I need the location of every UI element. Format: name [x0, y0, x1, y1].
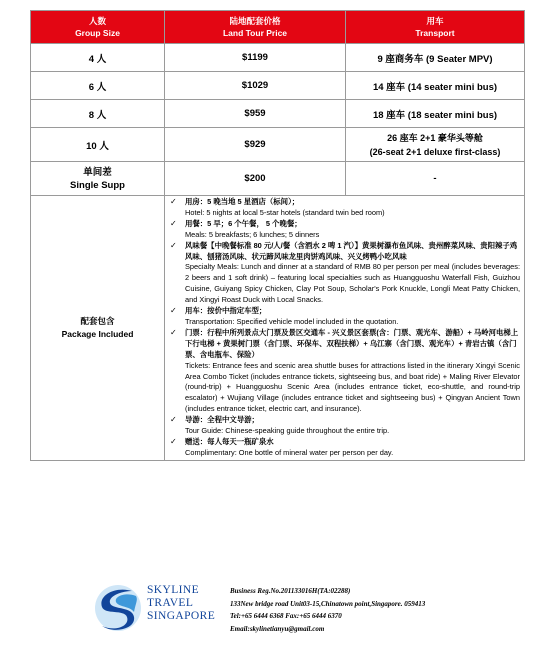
- table-row: [31, 100, 525, 128]
- price-table: [30, 10, 525, 461]
- item-en: Hotel: 5 nights at local 5-star hotels (standard twin bed room): [185, 207, 385, 217]
- package-details: [165, 196, 525, 461]
- skyline-logo-icon: [92, 582, 144, 634]
- item-cn: 用房：5 晚当地 5 星酒店（标间）；: [185, 197, 300, 206]
- header-price-cn: 陆地配套价格: [229, 16, 281, 26]
- business-phone: Tel:+65 6444 6368 Fax:+65 6444 6370: [230, 612, 342, 620]
- group-size-cell: 10 人: [31, 128, 165, 162]
- group-size-cell: 6 人: [31, 72, 165, 100]
- logo-line-3: SINGAPORE: [147, 610, 216, 622]
- package-item-meals: [167, 219, 520, 241]
- transport-cell: 9 座商务车 (9 Seater MPV): [346, 44, 525, 72]
- single-supp-row: [31, 162, 525, 196]
- table-header-row: [31, 11, 525, 44]
- check-icon: ✓: [170, 327, 177, 337]
- header-land-tour-price: [165, 11, 346, 44]
- price-cell: $1199: [165, 44, 346, 72]
- check-icon: ✓: [170, 306, 177, 316]
- header-group-size: [31, 11, 165, 44]
- single-supp-en: Single Supp: [70, 179, 125, 191]
- business-email: Email:skylinetianyu@gmail.com: [230, 624, 325, 633]
- item-cn: 导游：全程中文导游；: [185, 415, 259, 425]
- business-reg: Business Reg.No.201133016H(TA:02288): [230, 587, 351, 595]
- package-item-complimentary: [167, 437, 520, 459]
- company-logo-text: [147, 584, 215, 623]
- business-address: 133New bridge road Unit03-15,Chinatown point,Singapore. 059413: [230, 599, 426, 608]
- package-label-cn: 配套包含: [80, 315, 115, 326]
- header-transport: [346, 11, 525, 44]
- item-en: Tour Guide: Chinese-speaking guide throughout the entire trip.: [185, 426, 390, 436]
- transport-cell: [346, 128, 525, 162]
- logo-line-2: TRAVEL: [147, 597, 194, 609]
- footer: [0, 576, 553, 646]
- item-en: Complimentary: One bottle of mineral water per person per day.: [185, 447, 394, 457]
- header-group-en: Group Size: [75, 28, 120, 38]
- item-cn: 门票：行程中所列景点大门票及景区交通车 - 兴义景区套票(含：门票、观光车、游船）+ 马岭河电梯上下行电梯 + 黄果树门票（含门票、环保车、双程扶梯）+ 乌江寨（含门票、观光车）+ 青岩古镇（含门票、含电瓶车、保险）: [185, 327, 519, 359]
- package-item-tickets: [167, 328, 520, 415]
- group-size-cell: 8 人: [31, 100, 165, 128]
- item-cn: 赠送：每人每天一瓶矿泉水: [185, 436, 274, 446]
- group-size-cell: 4 人: [31, 44, 165, 72]
- price-cell: $929: [165, 128, 346, 162]
- package-label: [31, 196, 165, 461]
- table-row: [31, 72, 525, 100]
- price-cell: $1029: [165, 72, 346, 100]
- price-cell: $959: [165, 100, 346, 128]
- header-price-en: Land Tour Price: [222, 28, 288, 38]
- item-en: Meals: 5 breakfasts; 6 lunches; 5 dinners: [185, 229, 320, 239]
- package-item-tour-guide: [167, 415, 520, 437]
- package-label-en: Package Included: [61, 328, 134, 339]
- check-icon: ✓: [170, 240, 177, 250]
- transport-cell: 18 座车 (18 seater mini bus): [346, 100, 525, 128]
- package-row: [31, 196, 525, 461]
- transport-line-2: (26-seat 2+1 deluxe first-class): [369, 146, 501, 157]
- transport-line-1: 26 座车 2+1 豪华头等舱: [387, 132, 483, 143]
- item-cn: 用餐：5 早；6 个午餐， 5 个晚餐；: [185, 218, 302, 228]
- item-cn: 风味餐【中晚餐标准 80 元/人/餐（含酒水 2 啤 1 汽）】黄果树瀑布鱼风味、贵州醉菜风味、贵阳辣子鸡风味、刨猪汤风味、状元蹄风味龙里肉饼鸡风味、兴义烤鸭小吃风味: [185, 240, 518, 261]
- single-supp-price: $200: [165, 162, 346, 196]
- single-supp-transport: -: [346, 162, 525, 196]
- business-info: [230, 585, 425, 635]
- transport-cell: 14 座车 (14 seater mini bus): [346, 72, 525, 100]
- header-transport-en: Transport: [415, 28, 455, 38]
- single-supp-label: [31, 162, 165, 196]
- item-en: Transportation: Specified vehicle model included in the quotation.: [185, 316, 399, 326]
- package-item-transportation: [167, 306, 520, 328]
- package-item-specialty-meals: [167, 241, 520, 306]
- item-cn: 用车：按价中指定车型；: [185, 306, 267, 316]
- check-icon: ✓: [170, 218, 177, 228]
- check-icon: ✓: [170, 197, 177, 206]
- table-row: [31, 44, 525, 72]
- item-en: Specialty Meals: Lunch and dinner at a standard of RMB 80 per person per meal (includes beverages: 2 beers and 1 soft drink) – featuring local specialties such as Huangguoshu Waterfall Fish, Guizhou Cuisine, Guiyang Spicy Chicken, Clay Pot Soup, Scholar's Pork Knuckle, Longli Meat Patty Chicken, and Xingyi Roast Duck with Local Snacks.: [185, 262, 520, 305]
- header-transport-cn: 用车: [426, 16, 444, 26]
- header-group-cn: 人数: [88, 16, 106, 26]
- check-icon: ✓: [170, 415, 177, 425]
- logo-line-1: SKYLINE: [147, 584, 199, 596]
- single-supp-cn: 单间差: [83, 166, 112, 178]
- item-en: Tickets: Entrance fees and scenic area shuttle buses for attractions listed in the itinerary Xingyi Scenic Area Combo Ticket (includes entrance tickets, sightseeing bus, and boat ride) + Maling River Elevator (round-trip) + Huangguoshu Scenic Area (includes entrance ticket, eco-shuttle, and round-trip escalator) + Wujiang Village (includes entrance ticket and sightseeing bus) + Qingyan Ancient Town (includes entrance ticket, electric cart, and insurance).: [185, 360, 520, 414]
- table-row: [31, 128, 525, 162]
- check-icon: ✓: [170, 436, 177, 446]
- package-item-hotel: [167, 197, 520, 219]
